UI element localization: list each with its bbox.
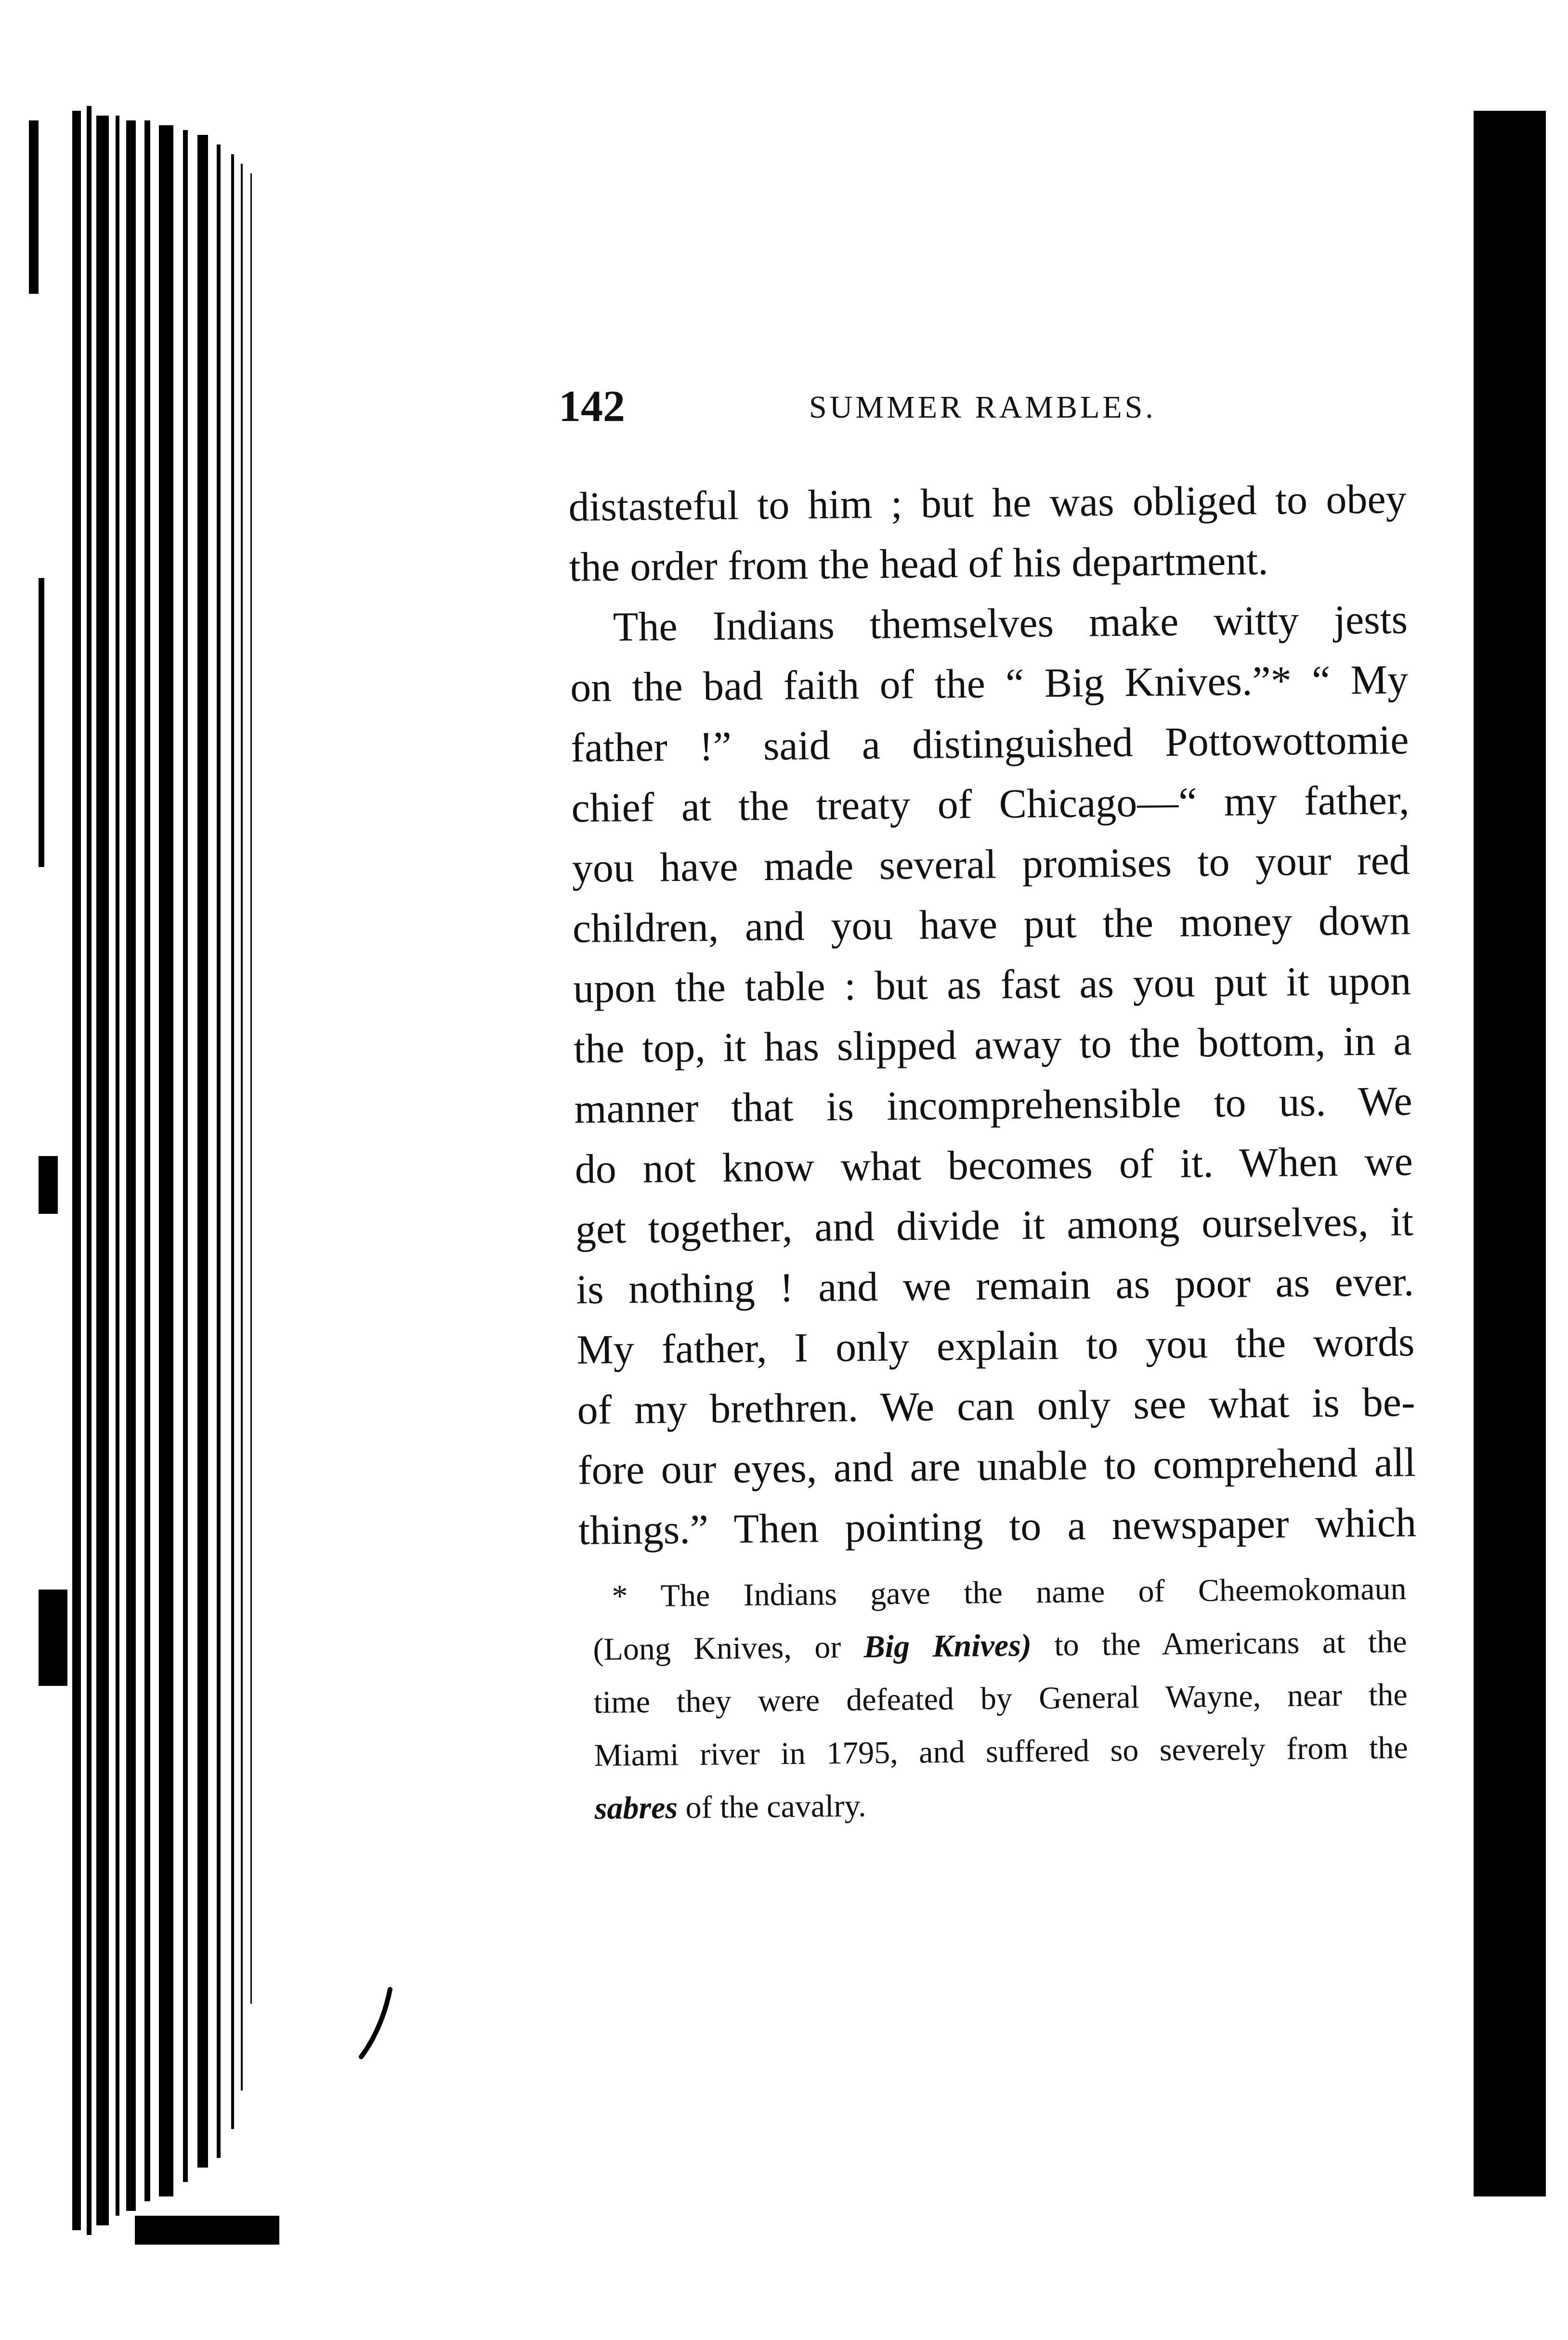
- body-line: children, and you have put the money down: [572, 897, 1411, 951]
- body-line: of my brethren. We can only see what is be-: [577, 1379, 1415, 1433]
- page-number: 142: [559, 381, 625, 431]
- footnote-line: time they were defeated by General Wayne, near the: [593, 1677, 1408, 1720]
- scan-binding-edge: [0, 0, 308, 2340]
- body-line: distasteful to him ; but he was obliged to obey: [568, 475, 1407, 530]
- body-line: on the bad faith of the “ Big Knives.”* “ My: [570, 656, 1409, 710]
- body-line: father !” said a distinguished Pottowottomie: [570, 716, 1409, 771]
- body-line: things.” Then pointing to a newspaper which: [578, 1499, 1417, 1553]
- pen-mark: [356, 1985, 405, 2062]
- running-head: SUMMER RAMBLES.: [809, 390, 1156, 425]
- footnote-line: * The Indians gave the name of Cheemokomaun: [612, 1571, 1407, 1614]
- body-line: you have made several promises to your red: [572, 837, 1411, 891]
- footnote-text: (Long Knives, or: [593, 1629, 864, 1667]
- body-line: get together, and divide it among ourselves, it: [575, 1198, 1414, 1252]
- scan-right-edge: [1474, 111, 1546, 2196]
- body-line: is nothing ! and we remain as poor as ever.: [575, 1258, 1414, 1313]
- footnote-italic: sabres: [594, 1790, 678, 1826]
- footnote-line: [593, 1616, 1407, 1676]
- page-header: [559, 381, 1406, 434]
- footnote-text: to the Americans at the: [1031, 1624, 1407, 1663]
- body-line: fore our eyes, and are unable to comprehend all: [577, 1439, 1416, 1493]
- body-line: manner that is incomprehensible to us. We: [574, 1078, 1412, 1132]
- body-text: [568, 469, 1417, 1561]
- footnote-italic: Big Knives): [863, 1628, 1032, 1665]
- body-line: The Indians themselves make witty jests: [613, 596, 1408, 650]
- body-line: the order from the head of his department.: [569, 537, 1269, 590]
- body-line: chief at the treaty of Chicago—“ my father,: [571, 776, 1410, 831]
- body-line: My father, I only explain to you the words: [576, 1318, 1415, 1373]
- body-line: the top, it has slipped away to the bottom, in a: [573, 1017, 1412, 1072]
- footnote-line: Miami river in 1795, and suffered so severely from the: [594, 1730, 1408, 1773]
- footnote-line: [594, 1775, 1409, 1835]
- footnote-text: of the cavalry.: [677, 1788, 866, 1826]
- body-line: upon the table : but as fast as you put it upon: [573, 957, 1411, 1012]
- footnote: [592, 1563, 1409, 1835]
- body-line: do not know what becomes of it. When we: [575, 1138, 1413, 1192]
